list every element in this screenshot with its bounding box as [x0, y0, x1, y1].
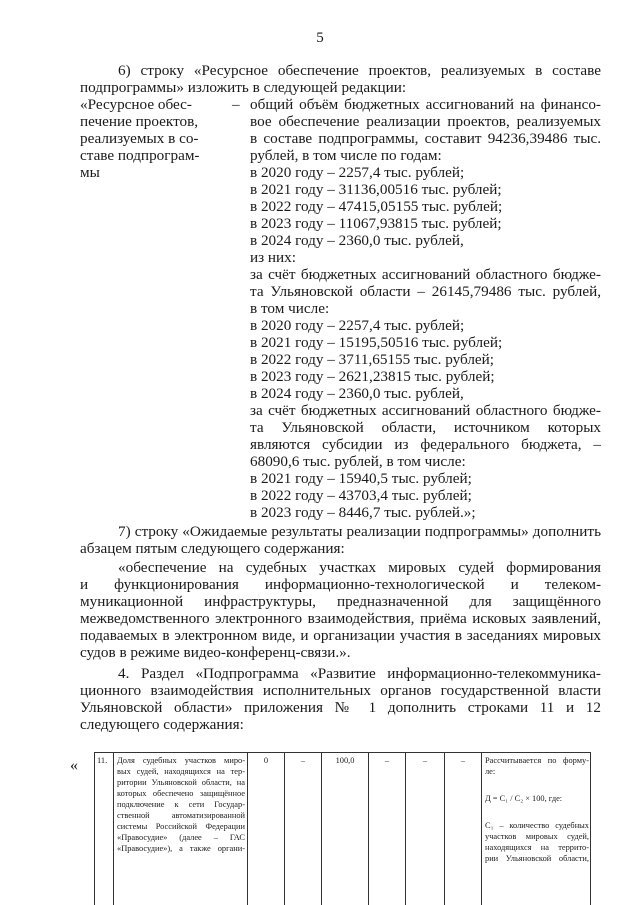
cell-value: –: [460, 756, 466, 765]
right-col-line: в 2020 году – 2257,4 тыс. рублей;: [250, 317, 465, 334]
method-line: ле:: [485, 767, 496, 776]
item7-line: и функционирования информационно-технологической и телеком-: [80, 576, 601, 593]
method-line: Рассчитывается по форму-: [485, 756, 589, 765]
right-col-line: в 2022 году – 43703,4 тыс. рублей;: [250, 487, 472, 504]
right-col-line: та Ульяновской области, источником которых: [250, 419, 601, 436]
item7-line: межведомственного электронного взаимодействия, приёма исковых заявлений,: [80, 610, 601, 627]
right-col-line: из них:: [250, 249, 296, 266]
item7-line: муникационной инфраструктуры, предназначенной для защищённого: [80, 593, 601, 610]
table-open-quote: «: [70, 757, 78, 774]
section4-line: Ульяновской области» приложения № 1 дополнить строками 11 и 12: [80, 699, 601, 716]
table-cell-method: [481, 752, 591, 905]
right-col-line: в 2022 году – 3711,65155 тыс. рублей;: [250, 351, 495, 368]
right-col-line: общий объём бюджетных ассигнований на финансо-: [250, 96, 601, 113]
item7-line: 7) строку «Ожидаемые результаты реализации подпрограммы» дополнить: [118, 523, 601, 540]
right-col-line: в 2024 году – 2360,0 тыс. рублей,: [250, 385, 464, 402]
item7-line: подаваемых в электронном виде, и организации участия в заседаниях мировых: [80, 627, 601, 644]
description-line: «Правосудие»), а также органи-: [117, 844, 245, 853]
cell-value: 100,0: [335, 756, 355, 765]
indicators-table: [78, 752, 598, 905]
right-col-line: в 2023 году – 8446,7 тыс. рублей.»;: [250, 504, 476, 521]
row-number: 11.: [97, 756, 108, 765]
left-col-line: печение проектов,: [80, 113, 199, 130]
right-col-line: та Ульяновской области – 26145,79486 тыс. рублей,: [250, 283, 601, 300]
cell-value: –: [422, 756, 428, 765]
method-line: Д = С₁ / С₂ × 100, где:: [485, 794, 563, 803]
left-col-line: ставе подпрограм-: [80, 147, 200, 164]
right-col-line: в 2021 году – 15940,5 тыс. рублей;: [250, 470, 472, 487]
right-col-line: в 2021 году – 15195,50516 тыс. рублей;: [250, 334, 503, 351]
table-cell-c4: [368, 752, 406, 905]
page-number: 5: [316, 30, 324, 46]
right-col-line: в 2023 году – 11067,93815 тыс. рублей;: [250, 215, 502, 232]
description-line: системы Российской Федерации: [117, 822, 245, 831]
right-col-line: в 2021 году – 31136,00516 тыс. рублей;: [250, 181, 502, 198]
method-line: рии Ульяновской области,: [485, 854, 589, 863]
method-line: находящихся на террито-: [485, 843, 589, 852]
left-col-line: реализуемых в со-: [80, 130, 199, 147]
right-col-line: за счёт бюджетных ассигнований областного бюдже-: [250, 266, 601, 283]
item7-line: судов в режиме видео-конференц-связи.».: [80, 644, 351, 661]
cell-value: –: [300, 756, 306, 765]
item6-line1: 6) строку «Ресурсное обеспечение проектов, реализуемых в составе: [118, 62, 601, 79]
description-line: которых обеспечено защищённое: [117, 789, 245, 798]
table-cell-c6: [444, 752, 482, 905]
right-col-line: в 2023 году – 2621,23815 тыс. рублей;: [250, 368, 495, 385]
table-cell-number: [94, 752, 114, 905]
right-col-line: в 2024 году – 2360,0 тыс. рублей,: [250, 232, 464, 249]
right-col-line: вое обеспечение реализации проектов, реализуемых: [250, 113, 601, 130]
right-col-line: 68090,6 тыс. рублей, в том числе:: [250, 453, 466, 470]
description-line: вых судей, находящихся на тер-: [117, 767, 245, 776]
right-col-line: рублей, в том числе по годам:: [250, 147, 442, 164]
right-col-line: в 2022 году – 47415,05155 тыс. рублей;: [250, 198, 503, 215]
method-line: С₁ – количество судебных: [485, 821, 589, 830]
table-cell-description: [113, 752, 248, 905]
description-line: подключение к сети Государ-: [117, 800, 245, 809]
item7-line: «обеспечение на судебных участках мировых судей формирования: [118, 559, 601, 576]
left-col-line: мы: [80, 164, 100, 181]
item7-line: абзацем пятым следующего содержания:: [80, 540, 345, 557]
right-col-line: в составе подпрограммы, составит 94236,39486 тыс.: [250, 130, 601, 147]
table-cell-c5: [405, 752, 445, 905]
method-line: участков мировых судей,: [485, 832, 589, 841]
description-line: «Правосудие» (далее – ГАС: [117, 833, 245, 842]
right-col-line: в 2020 году – 2257,4 тыс. рублей;: [250, 164, 465, 181]
description-line: Доля судебных участков миро-: [117, 756, 245, 765]
section4-line: ционного взаимодействия исполнительных органов государственной власти: [80, 682, 601, 699]
section4-line: 4. Раздел «Подпрограмма «Развитие информационно-телекоммуника-: [118, 665, 601, 682]
table-cell-c2: [284, 752, 322, 905]
column-dash: –: [232, 96, 240, 113]
right-col-line: в том числе:: [250, 300, 330, 317]
item6-line2: подпрограммы» изложить в следующей редакции:: [80, 79, 407, 96]
section4-line: следующего содержания:: [80, 716, 244, 733]
table-cell-c3: [321, 752, 369, 905]
left-col-line: «Ресурсное обес-: [80, 96, 192, 113]
right-col-line: являются субсидии из федерального бюджета, –: [250, 436, 601, 453]
table-cell-c1: [247, 752, 285, 905]
cell-value: 0: [263, 756, 269, 765]
cell-value: –: [384, 756, 390, 765]
description-line: ственной автоматизированной: [117, 811, 245, 820]
right-col-line: за счёт бюджетных ассигнований областного бюдже-: [250, 402, 601, 419]
description-line: ритории Ульяновской области, на: [117, 778, 245, 787]
